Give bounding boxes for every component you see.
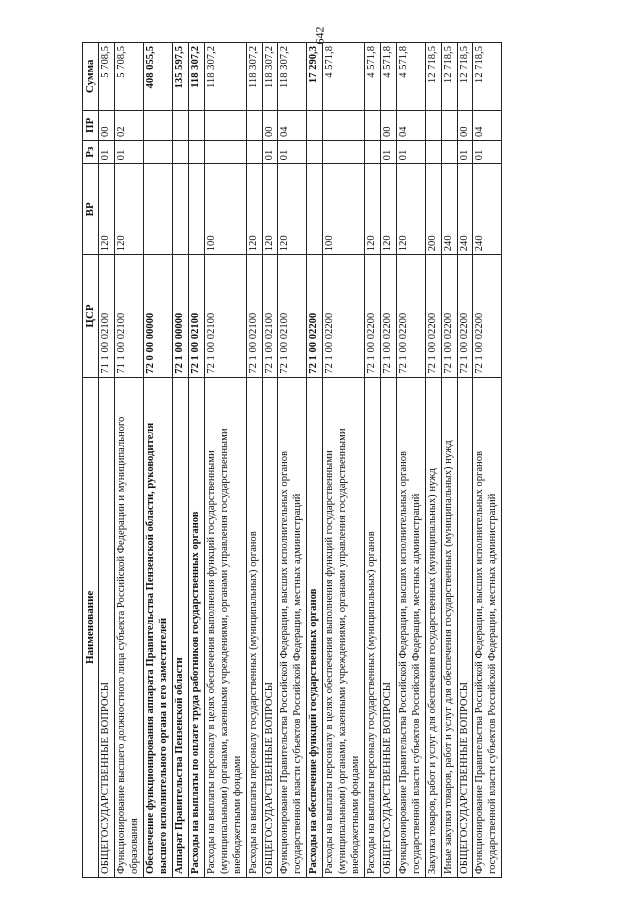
cell-sum: 408 055,5 [144,43,173,111]
table-row [365,43,381,878]
cell-rz: 01 [473,141,502,164]
cell-sum: 118 307,2 [278,43,307,111]
cell-pr [188,110,204,140]
cell-sum: 4 571,8 [323,43,365,111]
cell-name: Функционирование высшего должностного лица субъекта Российской Федерации и муниципального образования [115,377,144,877]
cell-rz: 01 [262,141,278,164]
cell-sum: 5 708,5 [115,43,144,111]
cell-csr: 72 1 00 02200 [396,255,425,377]
cell-csr: 72 1 00 02100 [278,255,307,377]
rotated-table-container [82,42,558,878]
cell-pr: 00 [380,110,396,140]
cell-csr: 72 1 00 02200 [365,255,381,377]
cell-name: Расходы на выплаты персоналу в целях обеспечения выполнения функций государственными (муниципальными) органами, казенными учреждениями, органами управления государственными внебюджетными фондами [204,377,246,877]
cell-csr: 72 1 00 02200 [323,255,365,377]
header-csr: ЦСР [83,255,99,377]
cell-csr: 71 1 00 02100 [115,255,144,377]
cell-sum: 118 307,2 [188,43,204,111]
cell-name: Расходы на обеспечение функций государственных органов [307,377,323,877]
cell-vr: 100 [323,164,365,255]
table-body [99,43,502,878]
cell-name: ОБЩЕГОСУДАРСТВЕННЫЕ ВОПРОСЫ [380,377,396,877]
cell-sum: 118 307,2 [246,43,262,111]
cell-name: Функционирование Правительства Российской Федерации, высших исполнительных органов государственной власти субъектов Российской Федерации, местных администраций [473,377,502,877]
cell-pr [365,110,381,140]
cell-vr: 120 [99,164,115,255]
cell-sum: 12 718,5 [441,43,457,111]
cell-vr [307,164,323,255]
cell-csr: 72 0 00 00000 [144,255,173,377]
cell-vr [188,164,204,255]
cell-name: Расходы на выплаты по оплате труда работников государственных органов [188,377,204,877]
cell-pr [144,110,173,140]
cell-vr: 120 [365,164,381,255]
cell-csr: 72 1 00 02200 [473,255,502,377]
cell-sum: 118 307,2 [262,43,278,111]
cell-sum: 118 307,2 [204,43,246,111]
cell-name: ОБЩЕГОСУДАРСТВЕННЫЕ ВОПРОСЫ [457,377,473,877]
table-row [115,43,144,878]
cell-pr: 04 [278,110,307,140]
cell-rz [246,141,262,164]
cell-rz: 01 [457,141,473,164]
cell-sum: 4 571,8 [380,43,396,111]
cell-name: Расходы на выплаты персоналу государственных (муниципальных) органов [246,377,262,877]
cell-rz [173,141,189,164]
cell-pr [425,110,441,140]
cell-vr: 120 [246,164,262,255]
cell-rz [307,141,323,164]
cell-rz: 01 [278,141,307,164]
cell-name: Функционирование Правительства Российской Федерации, высших исполнительных органов государственной власти субъектов Российской Федерации, местных администраций [396,377,425,877]
table-row [262,43,278,878]
cell-name: Аппарат Правительства Пензенской области [173,377,189,877]
cell-csr: 72 1 00 02200 [425,255,441,377]
cell-name: Иные закупки товаров, работ и услуг для обеспечения государственных (муниципальных) нужд [441,377,457,877]
cell-sum: 4 571,8 [396,43,425,111]
cell-rz [425,141,441,164]
header-pr: ПР [83,110,99,140]
cell-name: Расходы на выплаты персоналу государственных (муниципальных) органов [365,377,381,877]
cell-vr: 240 [457,164,473,255]
cell-sum: 12 718,5 [473,43,502,111]
cell-rz [204,141,246,164]
cell-rz [323,141,365,164]
table-row [323,43,365,878]
cell-sum: 135 597,5 [173,43,189,111]
table-row [204,43,246,878]
cell-pr: 00 [457,110,473,140]
table-row [99,43,115,878]
cell-csr: 72 1 00 02200 [380,255,396,377]
cell-csr: 72 1 00 02100 [262,255,278,377]
cell-csr: 72 1 00 02100 [188,255,204,377]
cell-vr: 120 [380,164,396,255]
budget-table [82,42,502,878]
cell-pr [307,110,323,140]
header-vr: ВР [83,164,99,255]
cell-vr [144,164,173,255]
table-row [457,43,473,878]
cell-pr [246,110,262,140]
cell-vr [173,164,189,255]
cell-csr: 72 1 00 00000 [173,255,189,377]
cell-vr: 240 [473,164,502,255]
cell-vr: 240 [441,164,457,255]
cell-name: Закупка товаров, работ и услуг для обеспечения государственных (муниципальных) нужд [425,377,441,877]
cell-pr: 02 [115,110,144,140]
cell-pr [441,110,457,140]
table-row [144,43,173,878]
cell-csr: 72 1 00 02100 [204,255,246,377]
table-row [188,43,204,878]
cell-rz: 01 [99,141,115,164]
cell-rz: 01 [115,141,144,164]
cell-pr: 00 [262,110,278,140]
cell-csr: 72 1 00 02200 [307,255,323,377]
table-row [396,43,425,878]
cell-csr: 71 1 00 02100 [99,255,115,377]
cell-csr: 72 1 00 02100 [246,255,262,377]
cell-rz [365,141,381,164]
table-row [380,43,396,878]
cell-name: Расходы на выплаты персоналу в целях обеспечения выполнения функций государственными (муниципальными) органами, казенными учреждениями, органами управления государственными внебюджетными фондами [323,377,365,877]
cell-vr: 120 [115,164,144,255]
page-number: 642 [312,26,327,45]
cell-vr: 200 [425,164,441,255]
table-row [307,43,323,878]
cell-rz [144,141,173,164]
header-sum: Сумма [83,43,99,111]
cell-vr: 120 [262,164,278,255]
cell-name: ОБЩЕГОСУДАРСТВЕННЫЕ ВОПРОСЫ [262,377,278,877]
cell-sum: 12 718,5 [457,43,473,111]
cell-pr: 00 [99,110,115,140]
cell-csr: 72 1 00 02200 [457,255,473,377]
table-row [473,43,502,878]
cell-pr [323,110,365,140]
cell-rz: 01 [380,141,396,164]
header-rz: Рз [83,141,99,164]
cell-sum: 17 290,3 [307,43,323,111]
cell-sum: 4 571,8 [365,43,381,111]
cell-pr [204,110,246,140]
cell-vr: 100 [204,164,246,255]
table-row [173,43,189,878]
cell-vr: 120 [278,164,307,255]
cell-name: ОБЩЕГОСУДАРСТВЕННЫЕ ВОПРОСЫ [99,377,115,877]
cell-sum: 12 718,5 [425,43,441,111]
cell-sum: 5 708,5 [99,43,115,111]
cell-name: Обеспечение функционирования аппарата Правительства Пензенской области, руководителя высшего исполнительного органа и его заместителей [144,377,173,877]
cell-rz [441,141,457,164]
table-row [246,43,262,878]
cell-name: Функционирование Правительства Российской Федерации, высших исполнительных органов государственной власти субъектов Российской Федерации, местных администраций [278,377,307,877]
table-row [278,43,307,878]
cell-pr [173,110,189,140]
header-name: Наименование [83,377,99,877]
table-row [425,43,441,878]
cell-rz [188,141,204,164]
cell-pr: 04 [396,110,425,140]
cell-csr: 72 1 00 02200 [441,255,457,377]
cell-vr: 120 [396,164,425,255]
cell-pr: 04 [473,110,502,140]
table-header-row [83,43,99,878]
cell-rz: 01 [396,141,425,164]
table-row [441,43,457,878]
